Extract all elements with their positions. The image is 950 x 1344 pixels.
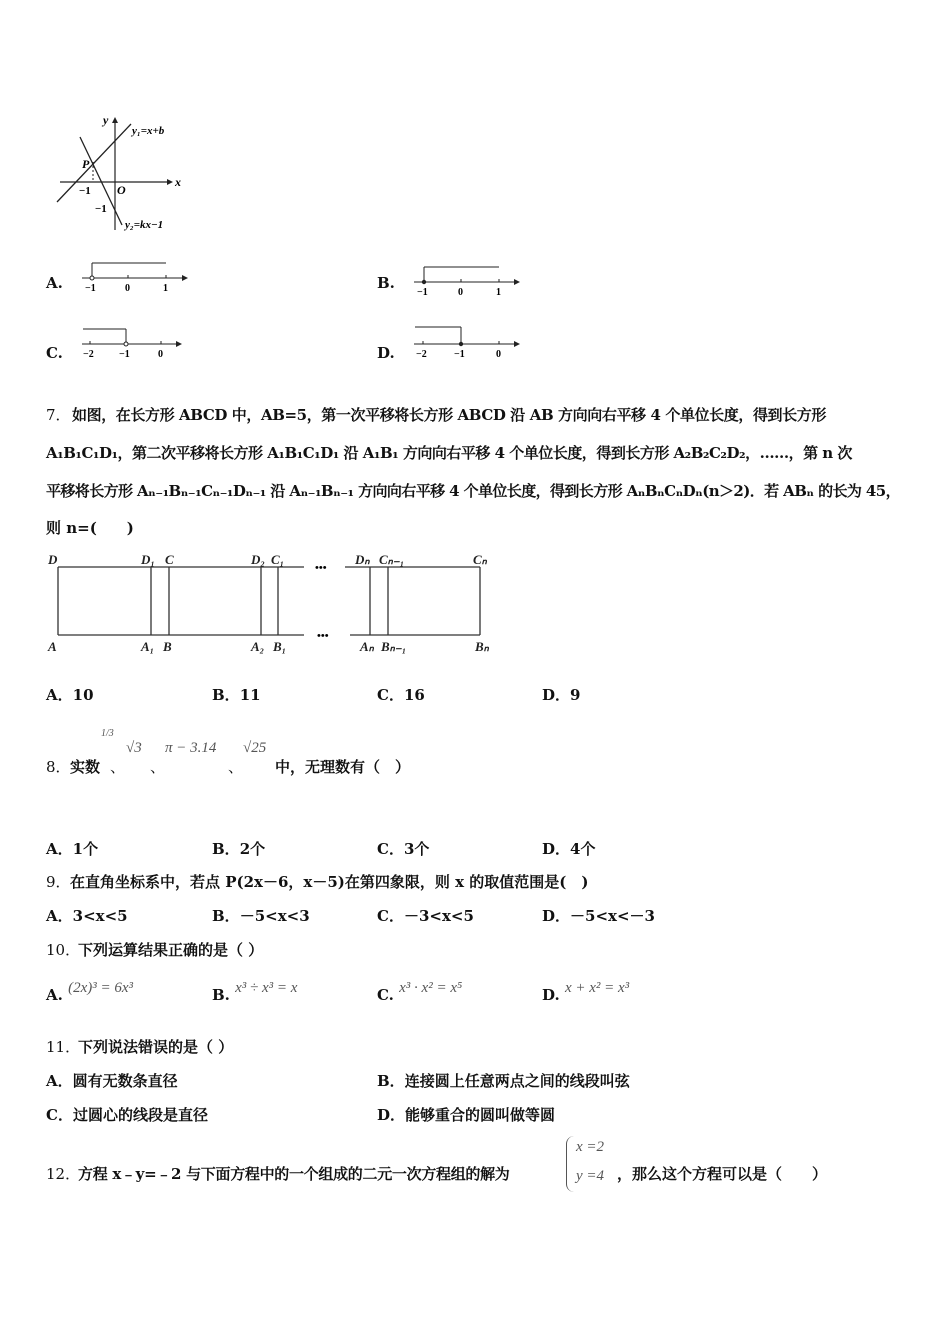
q10-option-b[interactable] (212, 980, 298, 1005)
option-text: 10 (72, 686, 94, 704)
label-c1: C₁ (271, 552, 285, 567)
q8-separator: 、 (228, 758, 244, 776)
q12-text: 方程 x﹣y=﹣2 与下面方程中的一个组成的二元一次方程组的解为 (78, 1165, 510, 1183)
tick-label: 0 (496, 349, 501, 360)
option-letter: C． (377, 686, 404, 704)
option-letter: D． (542, 686, 571, 704)
option-text: 11 (239, 686, 261, 704)
tick-label: 1 (496, 287, 501, 298)
q9-option-d[interactable] (542, 905, 655, 926)
option-letter: B． (377, 1072, 405, 1090)
q6-option-a-numberline[interactable] (80, 258, 190, 294)
option-letter: A． (46, 907, 73, 925)
tick-label: 0 (458, 287, 463, 298)
option-formula: x³ ÷ x³ = x (235, 980, 298, 996)
option-letter: A． (46, 686, 73, 704)
option-text: 1个 (72, 840, 99, 858)
label-bn-1: Bₙ₋₁ (381, 639, 407, 654)
option-letter: B． (212, 907, 240, 925)
y-tick-label: −1 (95, 203, 107, 215)
q10-number: 10． (46, 941, 81, 959)
q7-number: 7． (46, 406, 71, 424)
q9-option-a[interactable] (46, 905, 128, 926)
q8-item-pi: π − 3.14 (165, 740, 217, 756)
option-letter: C． (377, 840, 404, 858)
option-text: 16 (403, 686, 425, 704)
q11-option-a[interactable] (46, 1070, 178, 1091)
q8-number: 8． (46, 758, 71, 776)
q10-option-d[interactable] (542, 980, 630, 1005)
q6-option-d-numberline[interactable] (412, 324, 522, 360)
label-d2: D₂ (251, 552, 265, 567)
q8-prefix: 实数 (70, 758, 101, 776)
y-axis-label: y (103, 113, 109, 127)
option-text: 能够重合的圆叫做等圆 (405, 1106, 556, 1124)
q12-number: 12． (46, 1165, 81, 1183)
label-b: B (163, 639, 172, 654)
option-letter: D． (542, 840, 571, 858)
label-a: A (48, 639, 57, 654)
ellipsis-bottom: ••• (317, 630, 329, 642)
q7-option-a[interactable] (46, 684, 94, 705)
q10-option-c[interactable] (377, 980, 463, 1005)
q8-option-d[interactable] (542, 838, 595, 859)
option-text: －5<x<－3 (570, 907, 655, 925)
q11-text: 下列说法错误的是（ ） (78, 1038, 234, 1056)
q6-option-c-numberline[interactable] (80, 324, 190, 360)
line2-label: y₂=kx−1 (125, 219, 164, 231)
tick-label: 0 (158, 349, 163, 360)
origin-label: O (117, 183, 126, 197)
q8-option-b[interactable] (212, 838, 265, 859)
q10-option-a[interactable] (46, 980, 134, 1005)
q8-separator: 、 (150, 758, 166, 776)
q12-suffix: ，那么这个方程可以是（ ） (617, 1165, 828, 1183)
q9-number: 9． (46, 873, 71, 891)
option-letter: D． (377, 1106, 406, 1124)
q8-suffix: 中，无理数有（ ） (275, 758, 411, 776)
option-text: 过圆心的线段是直径 (72, 1106, 208, 1124)
q9-option-b[interactable] (212, 905, 310, 926)
x-tick-label: −1 (79, 185, 91, 197)
tick-label: −1 (85, 283, 96, 294)
tick-label: −1 (417, 287, 428, 298)
option-letter: C． (46, 1106, 73, 1124)
option-letter: B． (212, 686, 240, 704)
label-d1: D₁ (141, 552, 155, 567)
label-dn: Dₙ (355, 552, 370, 567)
q6-function-graph (55, 112, 195, 237)
tick-label: −1 (454, 349, 465, 360)
q11-option-c[interactable] (46, 1104, 208, 1125)
label-c: C (165, 552, 174, 567)
option-letter: D. (542, 986, 560, 1004)
q12-solution-y: y =4 (576, 1168, 605, 1184)
option-formula: (2x)³ = 6x³ (68, 980, 134, 996)
point-p-label: P (82, 157, 90, 171)
option-text: －3<x<5 (403, 907, 474, 925)
option-formula: x³ · x² = x⁵ (399, 980, 463, 996)
label-a1: A₁ (141, 639, 155, 654)
q8-item-sqrt25: √25 (243, 740, 267, 756)
label-b1: B₁ (273, 639, 287, 654)
label-a2: A₂ (251, 639, 265, 654)
q11-number: 11． (46, 1038, 81, 1056)
option-letter: D． (542, 907, 571, 925)
label-d: D (48, 552, 58, 567)
option-letter: A． (46, 1072, 73, 1090)
q8-item-sqrt3: √3 (126, 740, 142, 756)
q11-option-b[interactable] (377, 1070, 630, 1091)
label-bn: Bₙ (475, 639, 489, 654)
option-text: 圆有无数条直径 (72, 1072, 178, 1090)
tick-label: 1 (163, 283, 168, 294)
tick-label: −2 (416, 349, 427, 360)
q8-option-a[interactable] (46, 838, 98, 859)
q9-option-c[interactable] (377, 905, 474, 926)
x-axis-label: x (175, 175, 181, 189)
option-text: 9 (570, 686, 581, 704)
q6-option-a-letter[interactable]: A. (46, 274, 63, 292)
tick-label: 0 (125, 283, 130, 294)
option-letter: B． (212, 840, 240, 858)
tick-label: −2 (83, 349, 94, 360)
option-text: 4个 (570, 840, 596, 858)
q7-text-line: 则 n=( ) (46, 519, 134, 537)
q10-text: 下列运算结果正确的是（ ） (78, 941, 264, 959)
q6-option-b-numberline[interactable] (412, 262, 522, 298)
label-cn-1: Cₙ₋₁ (379, 552, 405, 567)
line1-label: y₁=x+b (132, 125, 165, 137)
option-text: －5<x<3 (239, 907, 310, 925)
option-letter: A． (46, 840, 73, 858)
q6-option-c-letter[interactable]: C. (46, 344, 63, 362)
q7-text-line: A₁B₁C₁D₁，第二次平移将长方形 A₁B₁C₁D₁ 沿 A₁B₁ 方向向右平移 4 个单位长度，得到长方形 A₂B₂C₂D₂，……，第 n 次 (46, 444, 852, 462)
q6-option-b-letter[interactable]: B. (377, 274, 395, 292)
option-text: 连接圆上任意两点之间的线段叫弦 (404, 1072, 630, 1090)
ellipsis-top: ••• (315, 562, 327, 574)
option-text: 2个 (239, 840, 266, 858)
tick-label: −1 (119, 349, 130, 360)
q6-option-d-letter[interactable]: D. (377, 344, 395, 362)
option-letter: A. (46, 986, 63, 1004)
q7-option-d[interactable] (542, 684, 580, 705)
q12-solution-x: x =2 (576, 1139, 605, 1155)
option-letter: C． (377, 907, 404, 925)
q11-option-d[interactable] (377, 1104, 555, 1125)
option-text: 3个 (403, 840, 430, 858)
option-formula: x + x² = x³ (564, 980, 630, 996)
q7-option-b[interactable] (212, 684, 261, 705)
q9-text: 在直角坐标系中，若点 P(2x－6，x－5)在第四象限，则 x 的取值范围是( ) (70, 873, 589, 891)
label-cn: Cₙ (473, 552, 487, 567)
q7-option-c[interactable] (377, 684, 425, 705)
q8-option-c[interactable] (377, 838, 429, 859)
q7-rectangles-figure (45, 545, 505, 660)
q8-item-fraction: 1/3 (101, 728, 114, 739)
option-text: 3<x<5 (72, 907, 128, 925)
label-an: Aₙ (360, 639, 374, 654)
q7-text-line: 平移将长方形 Aₙ₋₁Bₙ₋₁Cₙ₋₁Dₙ₋₁ 沿 Aₙ₋₁Bₙ₋₁ 方向向右平移 4 个单位长度，得到长方形 AₙBₙCₙDₙ(n＞2)．若 ABₙ 的长为 45， (46, 482, 900, 500)
option-letter: C. (377, 986, 394, 1004)
q8-separator: 、 (110, 758, 126, 776)
option-letter: B. (212, 986, 230, 1004)
q7-text-line: 如图，在长方形 ABCD 中，AB=5，第一次平移将长方形 ABCD 沿 AB 方向向右平移 4 个单位长度，得到长方形 (72, 406, 826, 424)
